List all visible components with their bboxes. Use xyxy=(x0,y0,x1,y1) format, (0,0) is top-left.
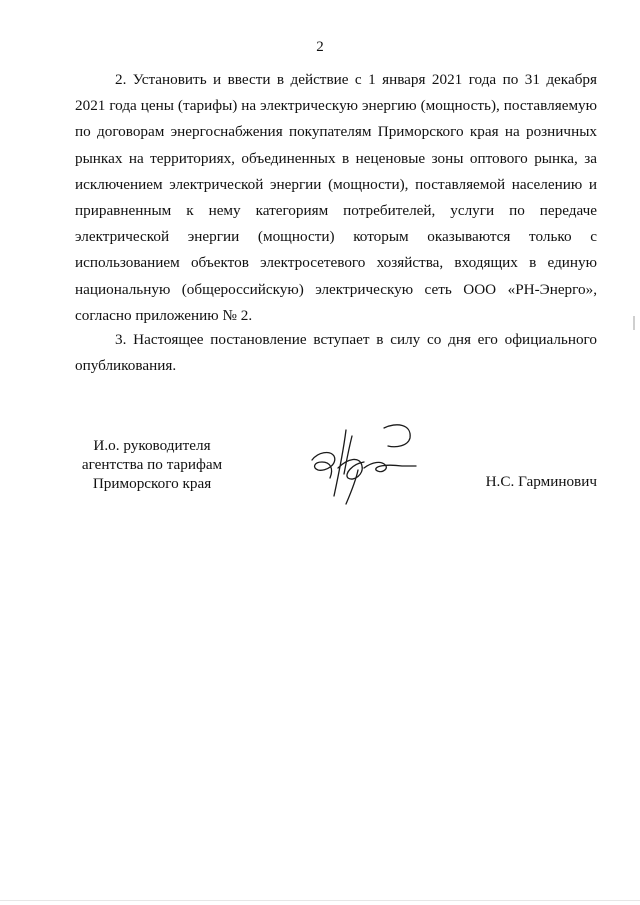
signer-name: Н.С. Гарминович xyxy=(485,473,597,490)
position-line-1: И.о. руководителя xyxy=(93,437,211,454)
position-line-2: агентства по тарифам xyxy=(81,456,223,473)
handwritten-signature xyxy=(300,412,420,512)
scan-edge xyxy=(0,900,640,901)
position-line-3: Приморского края xyxy=(92,475,212,492)
paragraph-tariff-clause: 2. Установить и ввести в действие с 1 января 2021 года по 31 декабря 2021 года цены (тарифы) на электрическую энергию (мощность), поставляемую по договорам энергоснабжения покупателям Приморского края на розничных рынках на территориях, объединенных в неценовые зоны оптового рынка, за исключением электрической энергии (мощности), поставляемой населению и приравненным к нему категориям потребителей, услуги по передаче электрической энергии (мощности) которым оказываются только с использованием объектов электросетевого хозяйства, входящих в единую национальную (общероссийскую) электрическую сеть ООО «РН-Энерго», согласно приложению № 2. xyxy=(75,71,597,324)
paragraph-effective-date: 3. Настоящее постановление вступает в силу со дня его официального опубликования. xyxy=(75,331,597,375)
signatory-position xyxy=(72,436,232,493)
scan-artifact xyxy=(633,316,635,330)
page-number: 2 xyxy=(316,39,324,55)
